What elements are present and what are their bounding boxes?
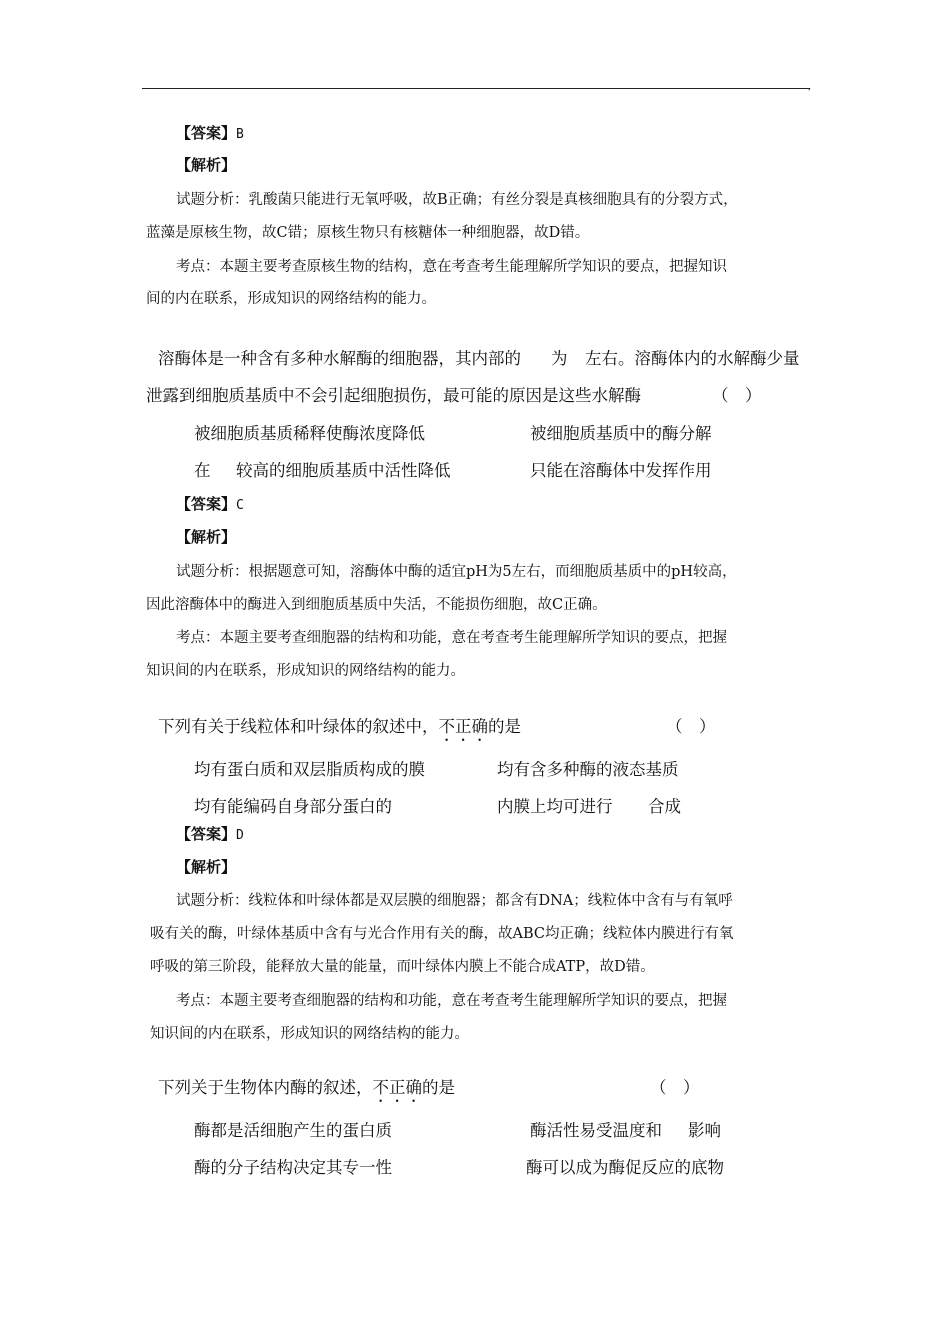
q4-stem: 下列关于生物体内酶的叙述，不正确的是 [158,1078,455,1097]
header-rule-mark: , [808,81,812,92]
q3-answer: 【答案】D [176,825,244,843]
q1-point-line-2: 间的内在联系，形成知识的网络结构的能力。 [146,291,436,307]
q1-analysis-label: 【解析】 [176,156,237,174]
q3-analysis-line-1: 试题分析：线粒体和叶绿体都是双层膜的细胞器；都含有DNA；线粒体中含有与有氧呼 [176,893,733,909]
q2-option-b: 被细胞质基质中的酶分解 [530,424,712,443]
q3-option-a: 均有蛋白质和双层脂质构成的膜 [194,760,425,779]
q2-point-line-2: 知识间的内在联系，形成知识的网络结构的能力。 [146,663,465,679]
q2-option-a: 被细胞质基质稀释使酶浓度降低 [194,424,425,443]
q3-stem-emphasis: 不正确 [438,717,488,736]
q2-analysis-line-1: 试题分析：根据题意可知，溶酶体中酶的适宜pH为5左右，而细胞质基质中的pH较高， [176,564,737,580]
q3-option-d-suffix: 合成 [648,797,681,816]
q4-option-b-suffix: 影响 [688,1121,721,1140]
q3-point-line-1: 考点：本题主要考查细胞器的结构和功能，意在考查考生能理解所学知识的要点，把握 [176,993,727,1009]
header-rule [142,88,810,89]
q2-answer-paren: （ ） [712,386,762,405]
q3-option-b: 均有含多种酶的液态基质 [497,760,679,779]
q2-analysis-line-2: 因此溶酶体中的酶进入到细胞质基质中失活，不能损伤细胞，故C正确。 [146,597,607,613]
q4-option-c: 酶的分子结构决定其专一性 [194,1158,392,1177]
q2-option-c-prefix: 在 [194,461,211,480]
q2-stem-line-1a: 溶酶体是一种含有多种水解酶的细胞器，其内部的 [158,349,521,368]
q2-stem-line-1b: 为 [551,349,568,368]
q3-stem: 下列有关于线粒体和叶绿体的叙述中，不正确的是 [158,717,521,736]
q1-point-line-1: 考点：本题主要考查原核生物的结构，意在考查考生能理解所学知识的要点，把握知识 [176,259,727,275]
q1-analysis-line-1: 试题分析：乳酸菌只能进行无氧呼吸，故B正确；有丝分裂是真核细胞具有的分裂方式， [176,192,738,208]
q4-option-a: 酶都是活细胞产生的蛋白质 [194,1121,392,1140]
q3-analysis-line-3: 呼吸的第三阶段，能释放大量的能量，而叶绿体内膜上不能合成ATP，故D错。 [150,959,655,975]
q1-answer: 【答案】B [176,124,244,142]
q4-stem-emphasis: 不正确 [372,1078,422,1097]
q1-analysis-line-2: 蓝藻是原核生物，故C错；原核生物只有核糖体一种细胞器，故D错。 [146,225,590,241]
q2-analysis-label: 【解析】 [176,528,237,546]
q3-analysis-label: 【解析】 [176,858,237,876]
q3-point-line-2: 知识间的内在联系，形成知识的网络结构的能力。 [150,1026,469,1042]
q2-stem-line-1c: 左右。溶酶体内的水解酶少量 [585,349,800,368]
q4-option-d: 酶可以成为酶促反应的底物 [526,1158,724,1177]
q4-answer-paren: （ ） [650,1078,700,1097]
q3-option-d: 内膜上均可进行 [497,797,613,816]
q2-option-d: 只能在溶酶体中发挥作用 [530,461,712,480]
q2-option-c: 较高的细胞质基质中活性降低 [236,461,451,480]
q3-analysis-line-2: 吸有关的酶，叶绿体基质中含有与光合作用有关的酶，故ABC均正确；线粒体内膜进行有氧 [150,926,734,942]
q4-option-b: 酶活性易受温度和 [530,1121,662,1140]
q2-answer: 【答案】C [176,495,244,513]
q3-option-c: 均有能编码自身部分蛋白的 [194,797,392,816]
q2-point-line-1: 考点：本题主要考查细胞器的结构和功能，意在考查考生能理解所学知识的要点，把握 [176,630,727,646]
q2-stem-line-2: 泄露到细胞质基质中不会引起细胞损伤，最可能的原因是这些水解酶 [146,386,641,405]
q3-answer-paren: （ ） [666,717,716,736]
